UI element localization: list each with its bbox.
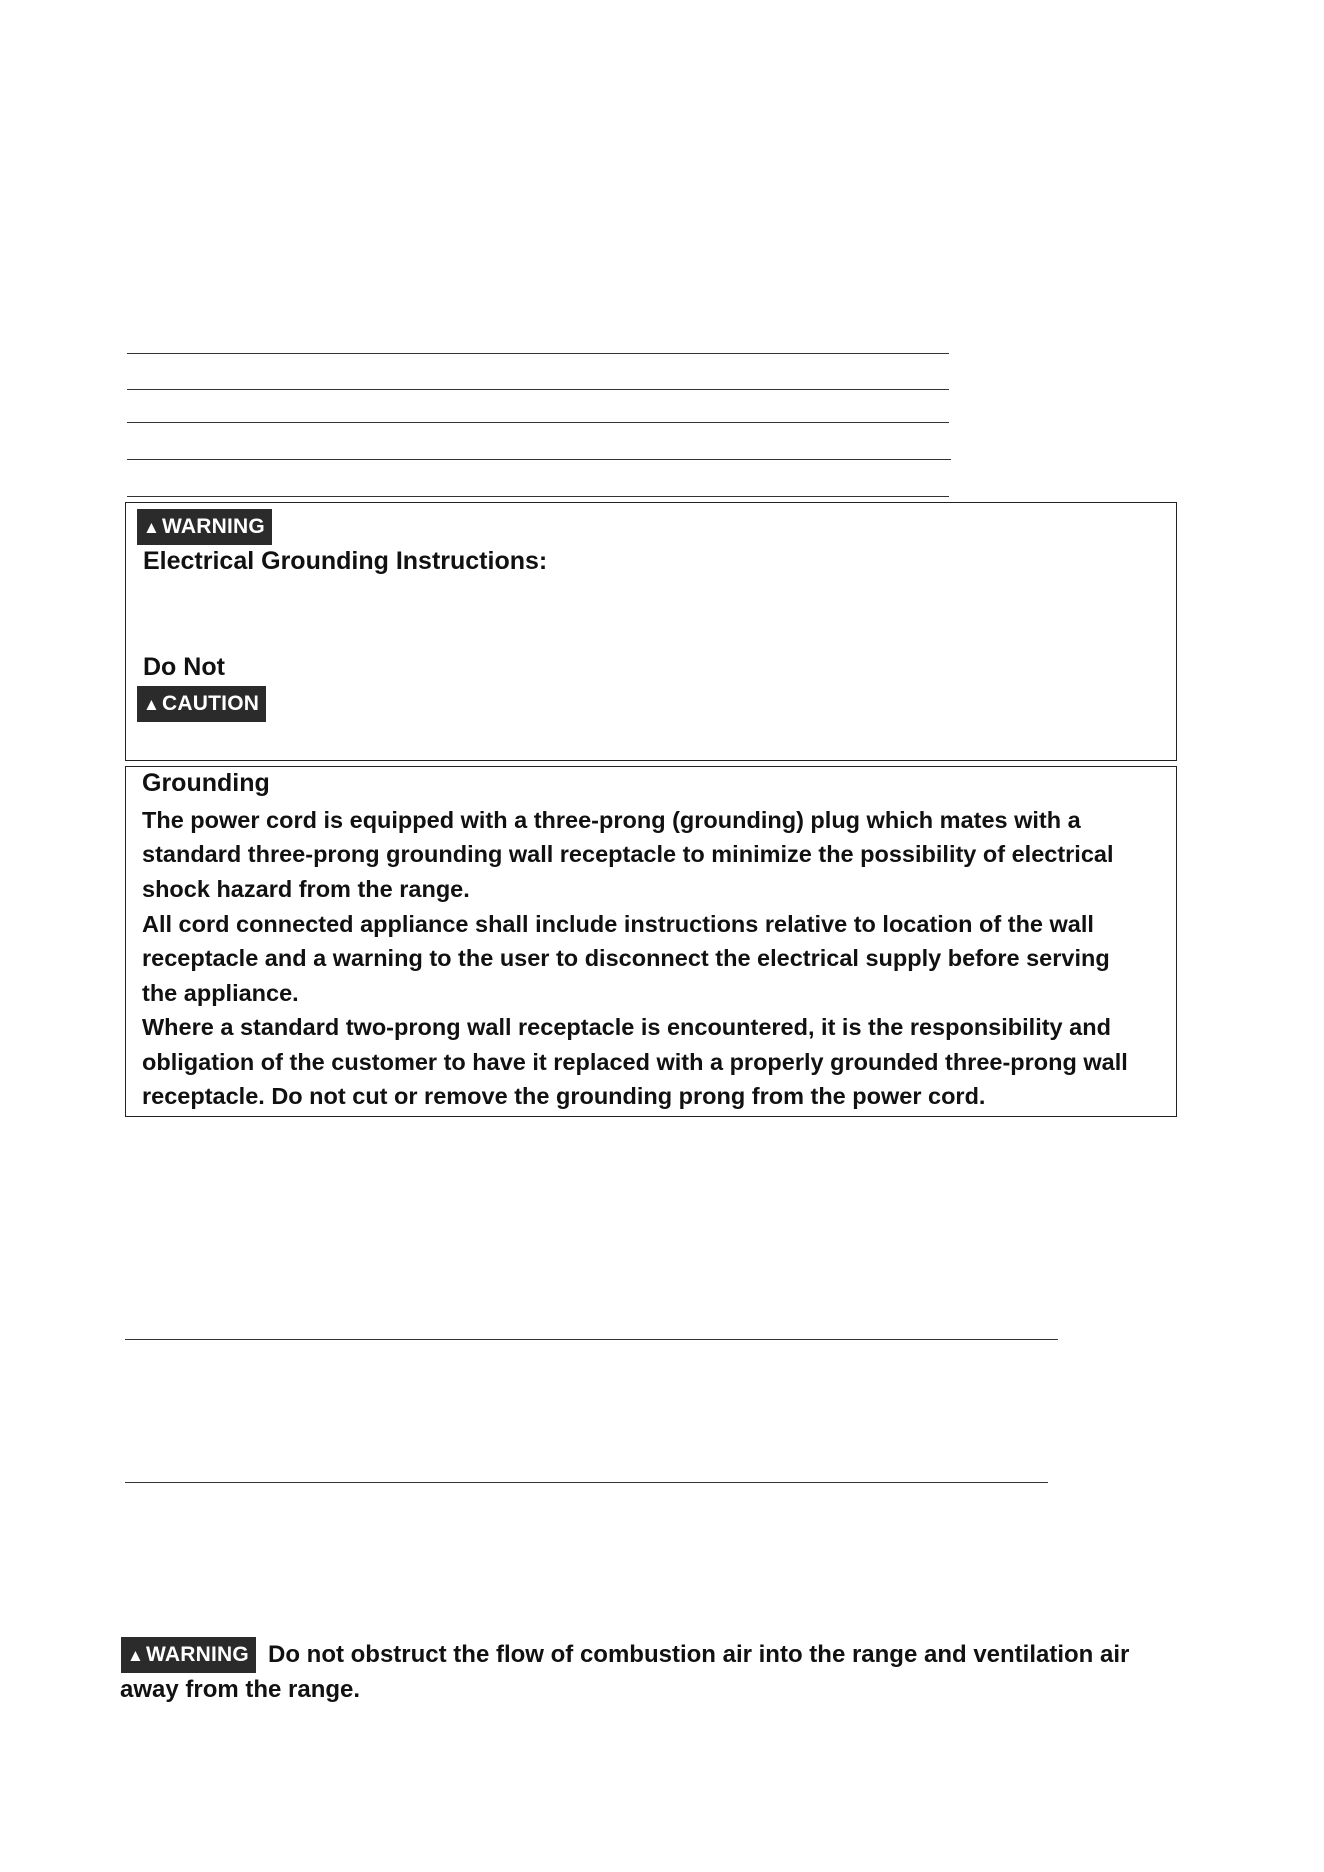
grounding-text-line: receptacle and a warning to the user to disconnect the electrical supply before serving	[142, 945, 1110, 971]
warning-box	[125, 502, 1177, 761]
warning-triangle-icon: ▲	[143, 518, 161, 537]
blank-line-3	[127, 422, 949, 423]
grounding-text-line: receptacle. Do not cut or remove the grounding prong from the power cord.	[142, 1083, 986, 1109]
grounding-text-line: obligation of the customer to have it replaced with a properly grounded three-prong wall	[142, 1049, 1128, 1075]
grounding-title: Grounding	[142, 769, 270, 797]
blank-line-4	[127, 459, 951, 460]
grounding-text-line: The power cord is equipped with a three-prong (grounding) plug which mates with a	[142, 807, 1081, 833]
bottom-warning-badge: ▲WARNING	[121, 1637, 256, 1673]
grounding-text-line: standard three-prong grounding wall receptacle to minimize the possibility of electrical	[142, 841, 1114, 867]
blank-line-1	[127, 353, 949, 354]
grounding-text-line: All cord connected appliance shall include instructions relative to location of the wall	[142, 911, 1094, 937]
bottom-warning-text-line-2: away from the range.	[120, 1676, 361, 1703]
bottom-warning-text-line-1: Do not obstruct the flow of combustion air into the range and ventilation air	[268, 1641, 1130, 1668]
grounding-instructions-heading: Electrical Grounding Instructions:	[143, 547, 548, 575]
warning-badge: ▲WARNING	[137, 509, 272, 545]
blank-line-6	[125, 1339, 1058, 1340]
warning-triangle-icon: ▲	[127, 1646, 145, 1665]
blank-line-5	[127, 496, 949, 497]
grounding-text-line: shock hazard from the range.	[142, 876, 470, 902]
blank-line-2	[127, 389, 949, 390]
caution-badge: ▲CAUTION	[137, 686, 266, 722]
grounding-text-line: Where a standard two-prong wall receptacle is encountered, it is the responsibility and	[142, 1014, 1111, 1040]
do-not-label: Do Not	[143, 653, 225, 681]
grounding-text-line: the appliance.	[142, 980, 299, 1006]
blank-line-7	[125, 1482, 1048, 1483]
caution-triangle-icon: ▲	[143, 695, 161, 714]
